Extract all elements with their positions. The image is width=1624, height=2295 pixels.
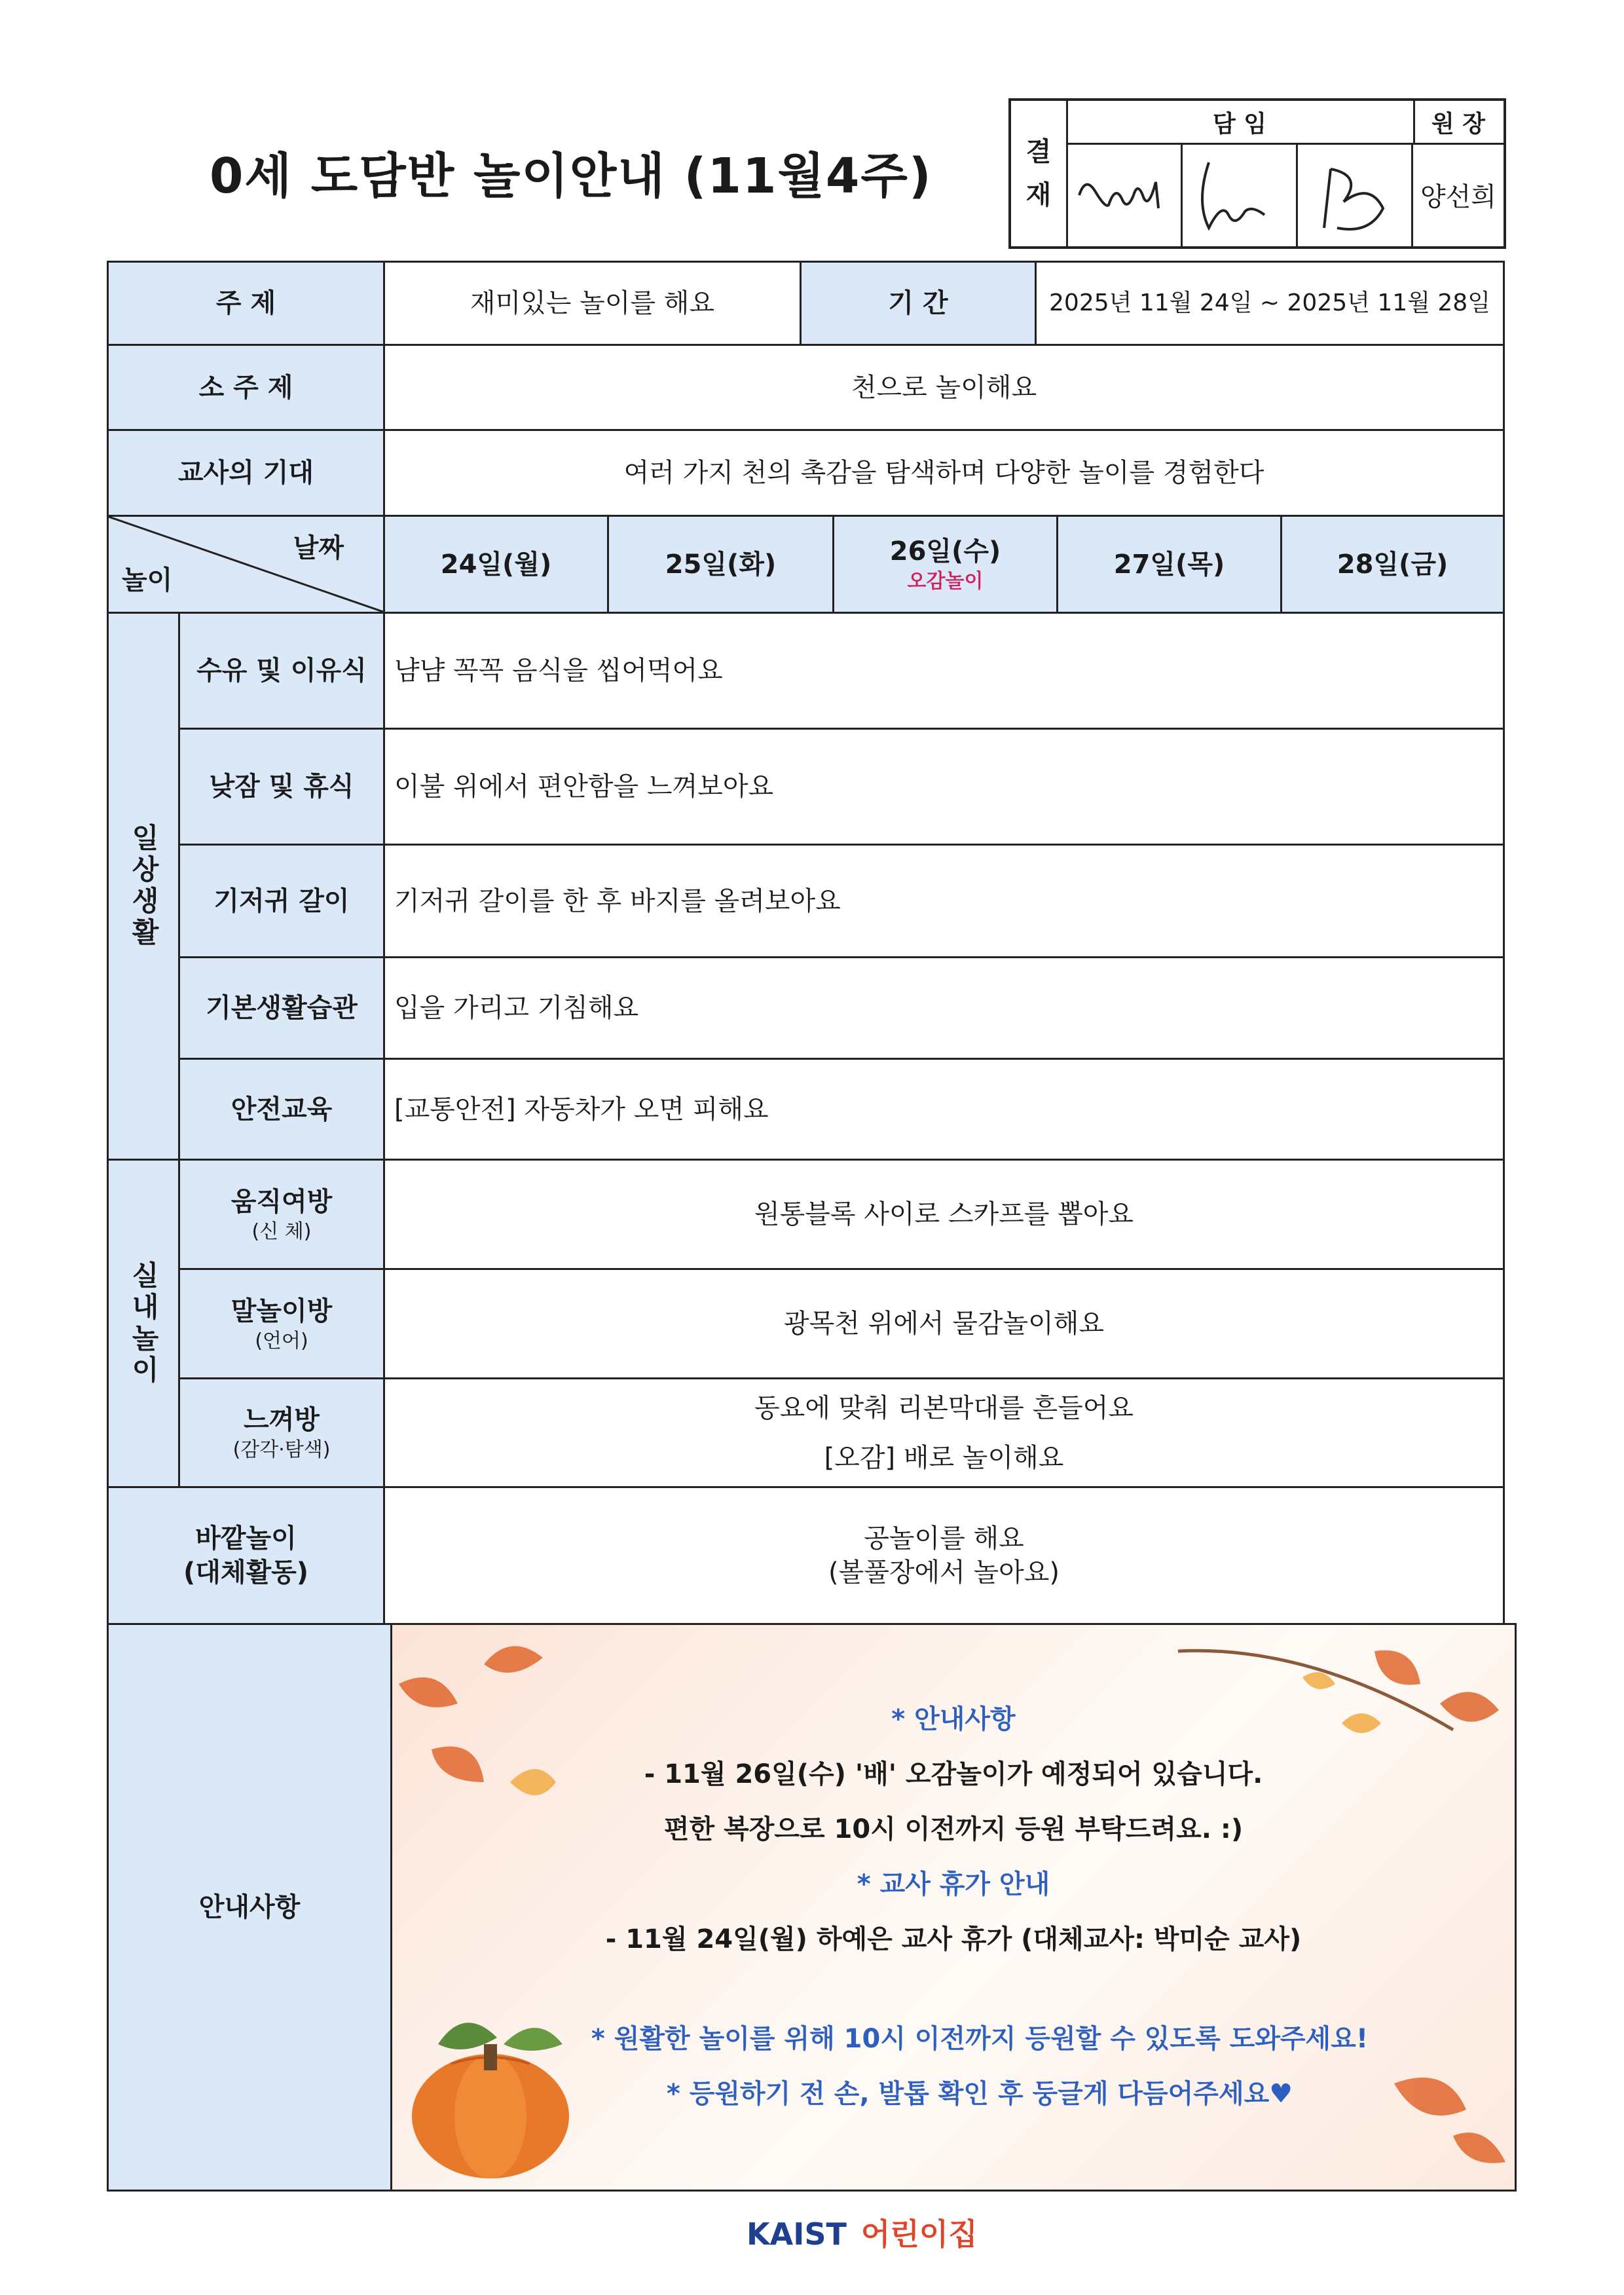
daily-row-text: [교통안전] 자동차가 오면 피해요 [383, 1058, 1505, 1161]
day-mon: 24일(월) [383, 515, 609, 614]
director-signature: 양선희 [1420, 181, 1496, 212]
page-title: 0세 도담반 놀이안내 (11월4주) [210, 148, 932, 204]
notice-reminder: * 등원하기 전 손, 발톱 확인 후 둥글게 다듬어주세요♥ [666, 2079, 1293, 2109]
daily-row-text: 기저귀 갈이를 한 후 바지를 올려보아요 [383, 844, 1505, 958]
notice-label: 안내사항 [107, 1623, 392, 2192]
daily-row-label: 수유 및 이유식 [178, 612, 385, 730]
daily-row-text: 냠냠 꼭꼭 음식을 씹어먹어요 [383, 612, 1505, 730]
indoor-group-label: 실내놀이 [107, 1159, 180, 1488]
signature-1 [1066, 143, 1183, 246]
daily-row-label: 안전교육 [178, 1058, 385, 1161]
subtheme-label: 소 주 제 [107, 344, 385, 431]
period-label: 기 간 [800, 261, 1037, 346]
indoor-row-text: 동요에 맞춰 리본막대를 흔들어요 [오감] 배로 놀이해요 [383, 1377, 1505, 1488]
theme-label: 주 제 [107, 261, 385, 346]
indoor-row-label: 느껴방 (감각·탐색) [178, 1377, 385, 1488]
day-wed: 26일(수) 오감놀이 [832, 515, 1058, 614]
daily-row-label: 기저귀 갈이 [178, 844, 385, 958]
date-corner [107, 515, 385, 614]
signature-2 [1183, 143, 1298, 246]
theme-value: 재미있는 놀이를 해요 [383, 261, 802, 346]
day-fri: 28일(금) [1280, 515, 1505, 614]
notice-panel [390, 1623, 1517, 2192]
daily-row-label: 기본생활습관 [178, 956, 385, 1060]
notice-line: 편한 복장으로 10시 이전까지 등원 부탁드려요. :) [663, 1814, 1244, 1844]
notice-reminder: * 원활한 놀이를 위해 10시 이전까지 등원할 수 있도록 도와주세요! [591, 2024, 1369, 2054]
indoor-row-label: 움직여방 (신 체) [178, 1159, 385, 1270]
day-tue: 25일(화) [607, 515, 834, 614]
daily-row-text: 입을 가리고 기침해요 [383, 956, 1505, 1060]
notice-line: - 11월 26일(수) '배' 오감놀이가 예정되어 있습니다. [644, 1759, 1263, 1789]
kaist-daycare-logo: KAIST 어린이집 [747, 2216, 978, 2252]
indoor-row-text: 광목천 위에서 물감놀이해요 [383, 1268, 1505, 1379]
period-value: 2025년 11월 24일 ~ 2025년 11월 28일 [1035, 261, 1505, 346]
teacher-leave-heading: * 교사 휴가 안내 [857, 1869, 1050, 1899]
indoor-row-text: 원통블록 사이로 스카프를 뽑아요 [383, 1159, 1505, 1270]
indoor-row-label: 말놀이방 (언어) [178, 1268, 385, 1379]
outdoor-text: 공놀이를 해요 (볼풀장에서 놀아요) [383, 1486, 1505, 1625]
approval-label: 결 재 [1011, 101, 1068, 246]
signature-3 [1298, 143, 1413, 246]
notice-heading: * 안내사항 [891, 1704, 1016, 1734]
expectation-label: 교사의 기대 [107, 429, 385, 517]
daily-row-text: 이불 위에서 편안함을 느껴보아요 [383, 728, 1505, 846]
special-activity-label: 오감놀이 [907, 570, 984, 593]
subtheme-value: 천으로 놀이해요 [383, 344, 1505, 431]
expectation-value: 여러 가지 천의 촉감을 탐색하며 다양한 놀이를 경험한다 [383, 429, 1505, 517]
day-thu: 27일(목) [1056, 515, 1282, 614]
director-header: 원 장 [1413, 101, 1504, 145]
daily-row-label: 낮잠 및 휴식 [178, 728, 385, 846]
corner-play-label: 놀이 [122, 565, 173, 595]
notice-line: - 11월 24일(월) 하예은 교사 휴가 (대체교사: 박미순 교사) [605, 1924, 1302, 1954]
corner-date-label: 날짜 [293, 533, 344, 563]
outdoor-label: 바깥놀이 (대체활동) [107, 1486, 385, 1625]
approval-box [1008, 98, 1506, 249]
homeroom-header: 담 임 [1066, 101, 1415, 145]
daily-life-group-label: 일상생활 [107, 612, 180, 1161]
